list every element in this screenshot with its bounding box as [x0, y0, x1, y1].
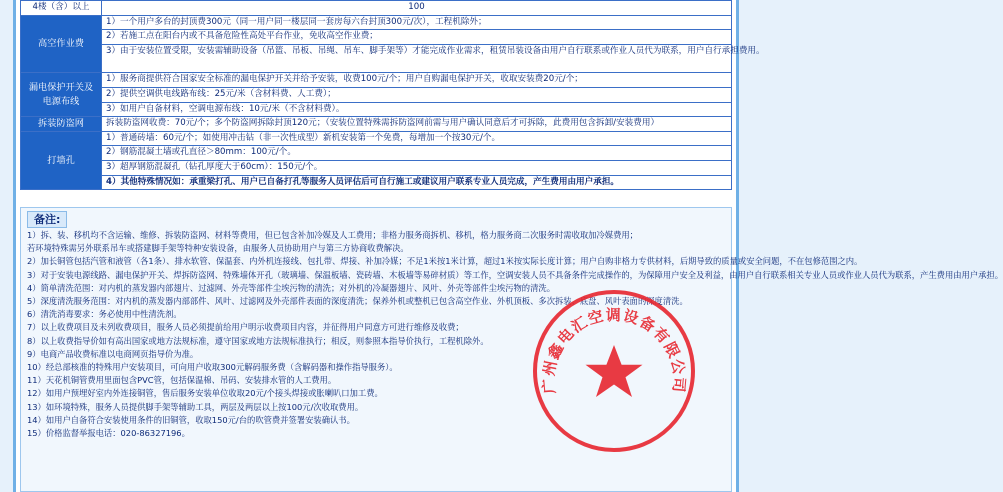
fee-line: 3）由于安装位置受限，安装需辅助设备（吊篮、吊板、吊绳、吊车、脚手架等）才能完成作业需求，租赁吊装设备由用户自行联系或作业人员代为联系，用户自行承担费用。: [102, 44, 732, 58]
category-high-altitude: 高空作业费: [21, 15, 102, 73]
fee-line: 3）如用户自备材料，空调电源布线：10元/米（不含材料费）。: [102, 102, 732, 117]
fee-table: [20, 0, 765, 190]
note-item: 若环境特殊需另外联系吊车或搭建脚手架等特种安装设备，由服务人员协助用户与第三方协商收费解决。: [27, 243, 409, 254]
fee-line: 1）一个用户多台的封顶费300元（同一用户同一楼层同一套房每六台封顶300元/次），工程机除外；: [102, 15, 732, 30]
note-item: 9）电商产品收费标准以电商网页指导价为准。: [27, 348, 199, 359]
fee-line: 2）钢筋混凝土墙或孔直径＞80mm：100元/个。: [102, 146, 732, 161]
fee-line: 拆装防盗网收费：70元/个；多个防盗网拆除封顶120元；（安装位置特殊需拆防盗网前需与用户确认同意后才可拆除，此费用包含拆卸/安装费用）: [102, 117, 732, 132]
note-item: 3）对于安装电源线路、漏电保护开关、焊拆防盗网、特殊墙体开孔（玻璃墙、保温板墙、瓷砖墙、木板墙等易碎材质）等工作，空调安装人员不具备条件完成操作的，为保障用户安全及利益，由用户自行联系相关专业人员或作业人员代为联系，产生费用由用户承担。: [27, 269, 1003, 280]
table-row: [21, 15, 732, 30]
table-row: [21, 30, 732, 45]
note-item: 13）如环境特殊，服务人员提供脚手架等辅助工具，两层及两层以上按100元/次收取费用。: [27, 401, 364, 412]
table-row: [21, 117, 732, 132]
note-item: 10）经总部核准的特殊用户安装项目，可向用户收取300元解码服务费（含解码器和操作指导服务）。: [27, 362, 398, 373]
table-row: [21, 175, 732, 190]
fee-line: 4）其他特殊情况如：承重梁打孔、用户已自备打孔等服务人员评估后可自行施工或建议用户联系专业人员完成，产生费用由用户承担。: [102, 175, 732, 190]
table-row: [21, 58, 732, 73]
note-item: 7）以上收费项目及未列收费项目，服务人员必须提前给用户明示收费项目内容，并征得用户同意方可进行维修及收费；: [27, 322, 464, 333]
seal-text: 广州鑫电汇空调设备有限公司: [539, 305, 689, 395]
table-row: [21, 160, 732, 175]
note-item: 5）深度清洗服务范围：对内机的蒸发器内部部件、风叶、过滤网及外壳部件表面的深度清洗；保养外机或整机已包含高空作业、外机顶板、多次拆装、底盘、风叶表面的深度清洗。: [27, 296, 688, 307]
company-seal-stamp: [530, 287, 698, 455]
category-leakage-protection: 漏电保护开关及电源布线: [21, 73, 102, 117]
table-row: [21, 1, 732, 16]
fee-line: 1）服务商提供符合国家安全标准的漏电保护开关并给予安装，收费100元/个；用户自购漏电保护开关，收取安装费20元/个；: [102, 73, 732, 88]
note-item: 14）如用户自备符合安装使用条件的旧铜管，收取150元/台的吹管费并签署安装确认书。: [27, 414, 355, 425]
note-item: 12）如用户预埋好室内外连接铜管，售后服务安装单位收取20元/个接头焊接或胀喇叭口加工费。: [27, 388, 383, 399]
table-row: [21, 146, 732, 161]
table-row: [21, 102, 732, 117]
fee-line: 2）提供空调供电线路布线：25元/米（含材料费、人工费）；: [102, 87, 732, 102]
notes-title: 备注:: [27, 211, 67, 228]
table-row: [21, 73, 732, 88]
floor-level-fee-cell: 100: [102, 1, 732, 16]
note-item: 4）简单清洗范围：对内机的蒸发器内部翅片、过滤网、外壳等部件尘埃污物的清洗；对外机的冷凝器翅片、风叶、外壳等部件尘埃污物的清洗。: [27, 282, 555, 293]
floor-level-cell: 4楼（含）以上: [21, 1, 102, 16]
note-item: 11）天花机铜管费用里面包含PVC管，包括保温棉、吊码、安装排水管的人工费用。: [27, 375, 337, 386]
note-item: 2）加长铜管包括汽管和液管（各1条）、排水软管、保温套、内外机连接线、包扎带、焊接、补加冷媒；不足1米按1米计算，超过1米按实际长度计算；用户自购非格力专供材料，后期导致的质量或安全问题，不在包修范围之内。: [27, 256, 863, 267]
table-row: [21, 87, 732, 102]
fee-line: 3）超厚钢筋混凝孔（钻孔厚度大于60cm）：150元/个。: [102, 160, 732, 175]
note-item: 8）以上收费指导价如有高出国家或地方法规标准，遵守国家或地方法规标准执行；相反，则参照本指导价执行，工程机除外。: [27, 335, 489, 346]
fee-line: 1）普通砖墙：60元/个；如使用冲击钻（非一次性成型）新机安装第一个免费，每增加一个按30元/个。: [102, 131, 732, 146]
fee-line-continued: [102, 58, 732, 73]
note-item: 6）清洗消毒要求：务必使用中性清洗剂。: [27, 309, 182, 320]
note-item: 1）拆、装、移机均不含运输、维修、拆装防盗网、材料等费用，但已包含补加冷媒及人工费用；非格力服务商拆机、移机，格力服务商二次服务时需收取加冷媒费用；: [27, 230, 638, 240]
fee-line: 2）若施工点在阳台内或不具备危险性高处平台作业，免收高空作业费；: [102, 30, 732, 45]
note-item: 15）价格监督举报电话：020-86327196。: [27, 428, 190, 439]
category-wall-drilling: 打墙孔: [21, 131, 102, 189]
table-row: [21, 131, 732, 146]
category-anti-theft-net: 拆装防盗网: [21, 117, 102, 132]
table-row: [21, 44, 732, 58]
